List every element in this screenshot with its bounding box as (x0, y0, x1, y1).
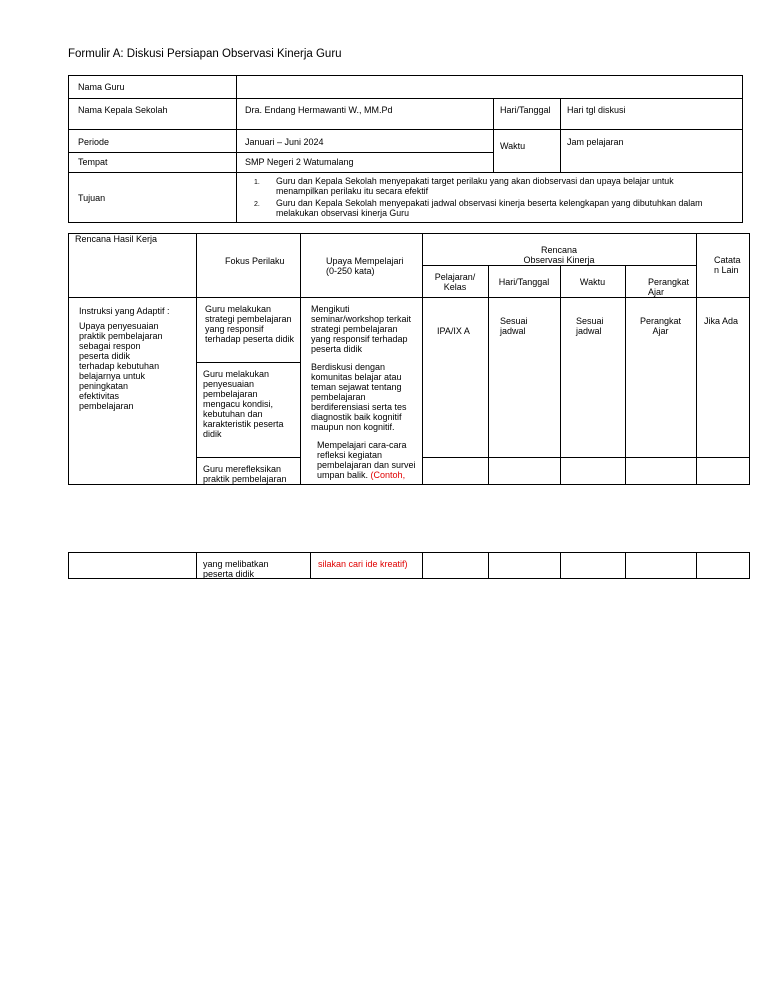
continuation-row (68, 552, 750, 579)
rhk-title: Instruksi yang Adaptif : (79, 306, 170, 316)
form-title: Formulir A: Diskusi Persiapan Observasi Kinerja Guru (68, 48, 342, 60)
waktu-label: Waktu (500, 141, 526, 151)
hari-tanggal-value: Hari tgl diskusi (567, 105, 626, 115)
upaya-3: Mempelajari cara-cara refleksi kegiatan pembelajaran dan survei umpan balik. (Contoh, (317, 440, 416, 480)
hari-value: Sesuai jadwal (500, 316, 528, 336)
upaya-3-example: (Contoh, (370, 470, 406, 480)
catatan-value: Jika Ada (704, 316, 739, 326)
header-rencana-observasi: Rencana Observasi Kinerja (523, 245, 595, 265)
tujuan-num-2: 2. (254, 201, 260, 208)
header-hari-tanggal: Hari/Tanggal (498, 277, 550, 287)
upaya-1: Mengikuti seminar/workshop terkait strategi pembelajaran yang responsif terhadap peserta didik (311, 304, 412, 354)
kepala-label: Nama Kepala Sekolah (78, 105, 168, 115)
header-catatan: Catata n Lain (714, 255, 741, 275)
tujuan-text-2: Guru dan Kepala Sekolah menyepakati jadwal observasi kinerja beserta kelengkapan yang dibutuhkan dalam melakukan observasi kinerja Guru (276, 198, 703, 218)
header-upaya: Upaya Mempelajari (0-250 kata) (326, 256, 404, 276)
header-rencana-hasil-kerja: Rencana Hasil Kerja (75, 234, 158, 244)
periode-value: Januari – Juni 2024 (245, 137, 324, 147)
tujuan-text-1: Guru dan Kepala Sekolah menyepakati target perilaku yang akan diobservasi dan upaya belajar untuk menampilkan perilaku itu secara efektif (276, 176, 674, 196)
kepala-value: Dra. Endang Hermawanti W., MM.Pd (245, 105, 393, 115)
rhk-body: Upaya penyesuaian praktik pembelajaran sebagai respon peserta didik terhadap kebutuhan belajarnya untuk peningkatan efektivitas pembelajaran (79, 321, 163, 411)
nama-guru-label: Nama Guru (78, 82, 125, 92)
tujuan-label: Tujuan (78, 193, 106, 203)
fokus-continuation: yang melibatkan peserta didik (203, 559, 269, 579)
upaya-2: Berdiskusi dengan komunitas belajar atau teman sejawat tentang pembelajaran berdiferensiasi serta tes diagnostik baik kognitif maupun non kognitif. (311, 362, 407, 432)
pelajaran-value: IPA/IX A (437, 326, 470, 336)
waktu-value: Sesuai jadwal (576, 316, 604, 336)
header-pelajaran-kelas: Pelajaran/ Kelas (434, 272, 476, 292)
fokus-3: Guru merefleksikan praktik pembelajaran (203, 464, 287, 484)
fokus-2: Guru melakukan penyesuaian pembelajaran mengacu kondisi, kebutuhan dan karakteristik peserta didik (203, 369, 284, 439)
periode-label: Periode (78, 137, 110, 147)
tempat-value: SMP Negeri 2 Watumalang (245, 157, 354, 167)
fokus-1: Guru melakukan strategi pembelajaran yang responsif terhadap peserta didik (205, 304, 295, 344)
header-waktu: Waktu (579, 277, 606, 287)
waktu-value: Jam pelajaran (567, 137, 624, 147)
tempat-label: Tempat (78, 157, 108, 167)
header-fokus-perilaku: Fokus Perilaku (225, 256, 285, 266)
hari-tanggal-label: Hari/Tanggal (500, 105, 551, 115)
tujuan-num-1: 1. (254, 179, 260, 186)
header-perangkat: Perangkat Ajar (648, 277, 690, 297)
perangkat-value: Perangkat Ajar (639, 316, 682, 336)
upaya-continuation: silakan cari ide kreatif) (318, 559, 408, 569)
